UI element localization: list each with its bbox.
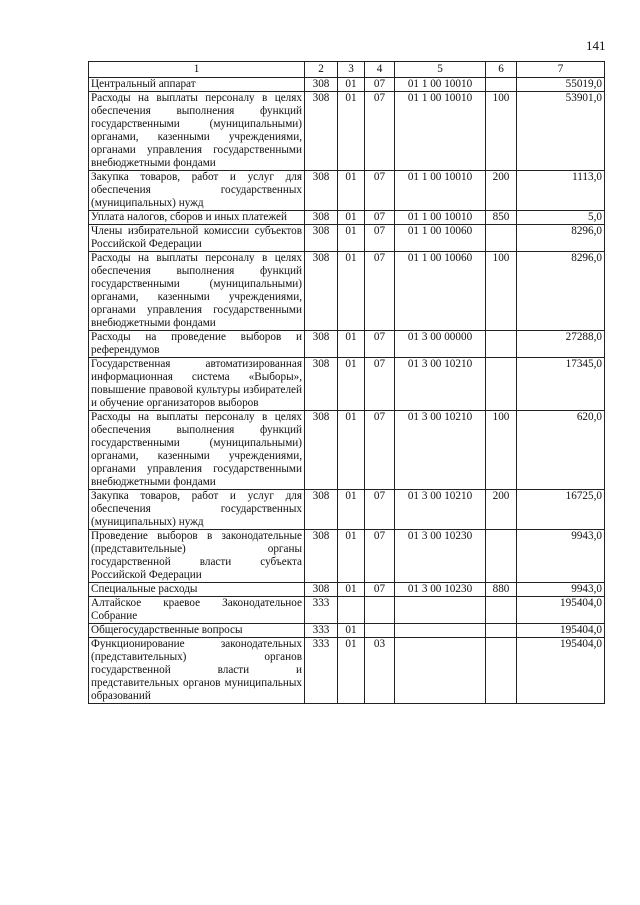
target-article-cell: 01 1 00 10010 — [395, 78, 486, 92]
column-header: 1 — [89, 62, 305, 78]
table-row — [89, 490, 605, 530]
section-code-cell: 01 — [338, 92, 365, 171]
item-name-cell: Расходы на выплаты персоналу в целях обеспечения выполнения функций государственными (муниципальными) органами, казенными учреждениями, органами управления государственными внебюджетными фондами — [89, 92, 305, 171]
subsection-code-cell: 07 — [365, 411, 395, 490]
target-article-cell — [395, 624, 486, 638]
item-name-cell: Центральный аппарат — [89, 78, 305, 92]
amount-cell: 195404,0 — [517, 638, 605, 704]
amount-cell: 9943,0 — [517, 530, 605, 583]
department-code-cell: 308 — [305, 490, 338, 530]
budget-table — [88, 61, 605, 704]
table-row — [89, 597, 605, 624]
table-row — [89, 252, 605, 331]
item-name-cell: Функционирование законодательных (представительных) органов государственной власти и представительных органов муниципальных образований — [89, 638, 305, 704]
table-row — [89, 638, 605, 704]
subsection-code-cell: 03 — [365, 638, 395, 704]
table-row — [89, 92, 605, 171]
department-code-cell: 308 — [305, 171, 338, 211]
expense-type-cell — [486, 597, 517, 624]
department-code-cell: 333 — [305, 597, 338, 624]
column-header: 3 — [338, 62, 365, 78]
department-code-cell: 308 — [305, 583, 338, 597]
target-article-cell: 01 3 00 10210 — [395, 358, 486, 411]
section-code-cell: 01 — [338, 490, 365, 530]
section-code-cell: 01 — [338, 252, 365, 331]
item-name-cell: Уплата налогов, сборов и иных платежей — [89, 211, 305, 225]
department-code-cell: 308 — [305, 358, 338, 411]
amount-cell: 17345,0 — [517, 358, 605, 411]
item-name-cell: Проведение выборов в законодательные (представительные) органы государственной власти субъекта Российской Федерации — [89, 530, 305, 583]
target-article-cell: 01 1 00 10060 — [395, 225, 486, 252]
expense-type-cell — [486, 358, 517, 411]
amount-cell: 9943,0 — [517, 583, 605, 597]
section-code-cell: 01 — [338, 358, 365, 411]
subsection-code-cell: 07 — [365, 358, 395, 411]
subsection-code-cell: 07 — [365, 583, 395, 597]
section-code-cell: 01 — [338, 225, 365, 252]
expense-type-cell — [486, 638, 517, 704]
table-body — [89, 78, 605, 704]
amount-cell: 5,0 — [517, 211, 605, 225]
column-header: 2 — [305, 62, 338, 78]
department-code-cell: 333 — [305, 624, 338, 638]
section-code-cell: 01 — [338, 583, 365, 597]
item-name-cell: Закупка товаров, работ и услуг для обеспечения государственных (муниципальных) нужд — [89, 171, 305, 211]
section-code-cell: 01 — [338, 78, 365, 92]
subsection-code-cell: 07 — [365, 211, 395, 225]
amount-cell: 16725,0 — [517, 490, 605, 530]
section-code-cell: 01 — [338, 411, 365, 490]
target-article-cell: 01 1 00 10010 — [395, 171, 486, 211]
subsection-code-cell: 07 — [365, 225, 395, 252]
amount-cell: 8296,0 — [517, 252, 605, 331]
section-code-cell — [338, 597, 365, 624]
department-code-cell: 308 — [305, 211, 338, 225]
expense-type-cell: 850 — [486, 211, 517, 225]
item-name-cell: Закупка товаров, работ и услуг для обеспечения государственных (муниципальных) нужд — [89, 490, 305, 530]
subsection-code-cell: 07 — [365, 252, 395, 331]
item-name-cell: Члены избирательной комиссии субъектов Российской Федерации — [89, 225, 305, 252]
amount-cell: 27288,0 — [517, 331, 605, 358]
section-code-cell: 01 — [338, 331, 365, 358]
department-code-cell: 333 — [305, 638, 338, 704]
expense-type-cell — [486, 530, 517, 583]
amount-cell: 55019,0 — [517, 78, 605, 92]
target-article-cell: 01 1 00 10010 — [395, 211, 486, 225]
department-code-cell: 308 — [305, 331, 338, 358]
target-article-cell: 01 3 00 10230 — [395, 530, 486, 583]
table-row — [89, 331, 605, 358]
subsection-code-cell: 07 — [365, 92, 395, 171]
section-code-cell: 01 — [338, 624, 365, 638]
subsection-code-cell — [365, 597, 395, 624]
column-header: 4 — [365, 62, 395, 78]
expense-type-cell — [486, 225, 517, 252]
amount-cell: 620,0 — [517, 411, 605, 490]
subsection-code-cell: 07 — [365, 490, 395, 530]
section-code-cell: 01 — [338, 171, 365, 211]
department-code-cell: 308 — [305, 411, 338, 490]
header-row — [89, 62, 605, 78]
department-code-cell: 308 — [305, 252, 338, 331]
amount-cell: 195404,0 — [517, 597, 605, 624]
department-code-cell: 308 — [305, 225, 338, 252]
subsection-code-cell: 07 — [365, 171, 395, 211]
item-name-cell: Расходы на проведение выборов и референдумов — [89, 331, 305, 358]
table-row — [89, 78, 605, 92]
section-code-cell: 01 — [338, 211, 365, 225]
target-article-cell — [395, 638, 486, 704]
subsection-code-cell — [365, 624, 395, 638]
amount-cell: 1113,0 — [517, 171, 605, 211]
department-code-cell: 308 — [305, 78, 338, 92]
table-row — [89, 583, 605, 597]
column-header: 7 — [517, 62, 605, 78]
column-header: 6 — [486, 62, 517, 78]
table-row — [89, 358, 605, 411]
expense-type-cell: 100 — [486, 92, 517, 171]
expense-type-cell — [486, 331, 517, 358]
item-name-cell: Общегосударственные вопросы — [89, 624, 305, 638]
target-article-cell: 01 1 00 10010 — [395, 92, 486, 171]
amount-cell: 195404,0 — [517, 624, 605, 638]
target-article-cell: 01 3 00 10210 — [395, 490, 486, 530]
target-article-cell: 01 3 00 10230 — [395, 583, 486, 597]
item-name-cell: Алтайское краевое Законодательное Собрание — [89, 597, 305, 624]
target-article-cell: 01 3 00 10210 — [395, 411, 486, 490]
department-code-cell: 308 — [305, 92, 338, 171]
item-name-cell: Специальные расходы — [89, 583, 305, 597]
table-row — [89, 530, 605, 583]
expense-type-cell — [486, 78, 517, 92]
item-name-cell: Расходы на выплаты персоналу в целях обеспечения выполнения функций государственными (муниципальными) органами, казенными учреждениями, органами управления государственными внебюджетными фондами — [89, 252, 305, 331]
target-article-cell — [395, 597, 486, 624]
target-article-cell: 01 1 00 10060 — [395, 252, 486, 331]
expense-type-cell: 880 — [486, 583, 517, 597]
page-number: 141 — [586, 38, 606, 53]
expense-type-cell: 100 — [486, 411, 517, 490]
expense-type-cell: 200 — [486, 490, 517, 530]
table-row — [89, 624, 605, 638]
subsection-code-cell: 07 — [365, 331, 395, 358]
table-row — [89, 211, 605, 225]
subsection-code-cell: 07 — [365, 78, 395, 92]
subsection-code-cell: 07 — [365, 530, 395, 583]
table-row — [89, 171, 605, 211]
expense-type-cell — [486, 624, 517, 638]
column-header: 5 — [395, 62, 486, 78]
expense-type-cell: 200 — [486, 171, 517, 211]
amount-cell: 53901,0 — [517, 92, 605, 171]
item-name-cell: Расходы на выплаты персоналу в целях обеспечения выполнения функций государственными (муниципальными) органами, казенными учреждениями, органами управления государственными внебюджетными фондами — [89, 411, 305, 490]
table-row — [89, 411, 605, 490]
section-code-cell: 01 — [338, 530, 365, 583]
target-article-cell: 01 3 00 00000 — [395, 331, 486, 358]
table-row — [89, 225, 605, 252]
section-code-cell: 01 — [338, 638, 365, 704]
amount-cell: 8296,0 — [517, 225, 605, 252]
department-code-cell: 308 — [305, 530, 338, 583]
expense-type-cell: 100 — [486, 252, 517, 331]
item-name-cell: Государственная автоматизированная информационная система «Выборы», повышение правовой культуры избирателей и обучение организаторов выборов — [89, 358, 305, 411]
